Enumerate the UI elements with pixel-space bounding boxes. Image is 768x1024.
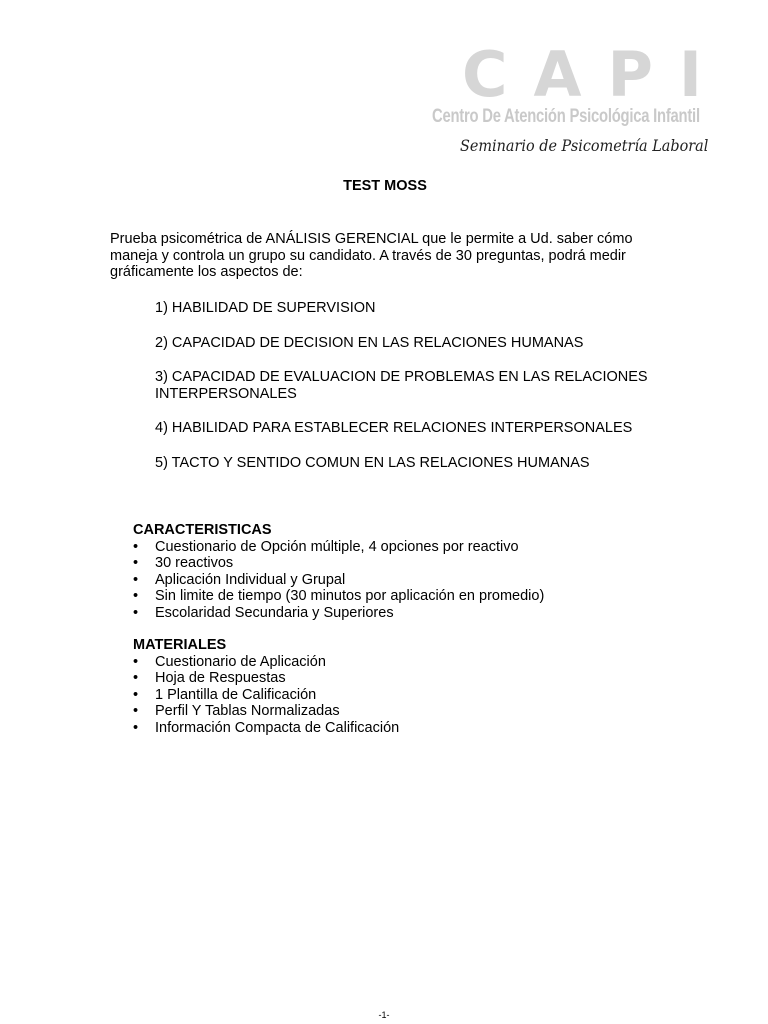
list-item-text: Información Compacta de Calificación: [155, 719, 400, 736]
page-number: -1-: [378, 1010, 390, 1020]
list-item: [133, 687, 653, 704]
bullet-icon: •: [133, 571, 139, 588]
list-item: [133, 703, 653, 720]
list-item: [133, 588, 653, 605]
bullet-icon: •: [133, 653, 139, 670]
list-item: [133, 572, 653, 589]
logo-subtitle: Centro De Atención Psicológica Infantil: [432, 106, 700, 127]
bullet-icon: •: [133, 588, 139, 604]
list-item: [133, 605, 653, 622]
bullet-icon: •: [133, 686, 139, 703]
bullet-icon: •: [133, 719, 139, 736]
bullet-icon: •: [133, 538, 139, 555]
materiales-heading: MATERIALES: [133, 637, 227, 653]
caracteristicas-section: [133, 522, 653, 621]
aspect-item: 3) CAPACIDAD DE EVALUACION DE PROBLEMAS EN LAS RELACIONES INTERPERSONALES: [155, 369, 648, 402]
list-item-text: 1 Plantilla de Calificación: [155, 686, 317, 703]
caracteristicas-heading: CARACTERISTICAS: [133, 522, 272, 538]
intro-paragraph: Prueba psicométrica de ANÁLISIS GERENCIAL que le permite a Ud. saber cómo maneja y controla un grupo su candidato. A través de 30 preguntas, podrá medir gráficamente los aspectos de:: [110, 231, 633, 280]
list-item-text: Aplicación Individual y Grupal: [155, 571, 346, 588]
bullet-icon: •: [133, 703, 139, 719]
list-item: [133, 539, 653, 556]
bullet-icon: •: [133, 555, 139, 571]
aspects-list: [155, 300, 675, 489]
materiales-section: [133, 637, 653, 736]
page-title: TEST MOSS: [343, 178, 427, 194]
aspect-item: 4) HABILIDAD PARA ESTABLECER RELACIONES INTERPERSONALES: [155, 420, 633, 436]
bullet-icon: •: [133, 670, 139, 686]
list-item-text: Hoja de Respuestas: [155, 670, 286, 686]
aspect-item: 2) CAPACIDAD DE DECISION EN LAS RELACIONES HUMANAS: [155, 334, 584, 351]
materiales-list: [133, 654, 653, 737]
list-item-text: Cuestionario de Opción múltiple, 4 opciones por reactivo: [155, 538, 519, 555]
bullet-icon: •: [133, 604, 139, 621]
caracteristicas-list: [133, 539, 653, 622]
list-item-text: Sin limite de tiempo (30 minutos por aplicación en promedio): [155, 588, 545, 604]
list-item: [133, 720, 653, 737]
list-item: [133, 654, 653, 671]
logo-tagline: Seminario de Psicometría Laboral: [460, 136, 709, 155]
aspect-item: 1) HABILIDAD DE SUPERVISION: [155, 300, 376, 316]
list-item: [133, 555, 653, 572]
aspect-item: 5) TACTO Y SENTIDO COMUN EN LAS RELACIONES HUMANAS: [155, 454, 590, 471]
list-item-text: 30 reactivos: [155, 555, 234, 571]
list-item: [133, 670, 653, 687]
logo-brand: CAPI: [462, 38, 728, 111]
list-item-text: Escolaridad Secundaria y Superiores: [155, 604, 394, 621]
capi-logo: [430, 38, 728, 160]
list-item-text: Perfil Y Tablas Normalizadas: [155, 703, 340, 719]
list-item-text: Cuestionario de Aplicación: [155, 653, 326, 670]
